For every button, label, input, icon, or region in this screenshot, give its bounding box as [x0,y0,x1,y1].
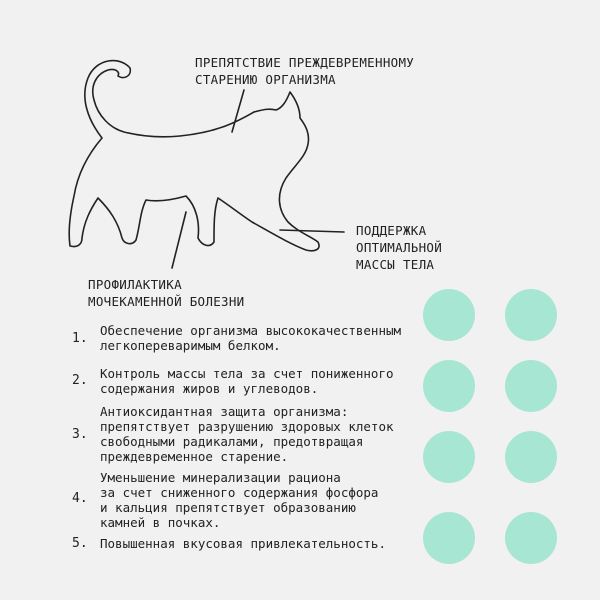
aging-leader-line [232,90,244,132]
benefit-number: 4. [72,491,88,506]
weight-callout: ПОДДЕРЖКА ОПТИМАЛЬНОЙ МАССЫ ТЕЛА [356,223,443,272]
urolith-callout: ПРОФИЛАКТИКА МОЧЕКАМЕННОЙ БОЛЕЗНИ [88,277,245,309]
benefit-text: Контроль массы тела за счет пониженного содержания жиров и углеводов. [100,366,394,396]
weight-leader-line [280,230,344,232]
urolith-leader-line [172,212,186,268]
benefit-number: 1. [72,331,88,346]
aging-callout: ПРЕПЯТСТВИЕ ПРЕЖДЕВРЕМЕННОМУ СТАРЕНИЮ ОРГАНИЗМА [195,55,415,87]
benefit-text: Обеспечение организма высококачественным легкопереваримым белком. [100,323,402,353]
benefit-number: 2. [72,373,88,388]
walking-cat-outline-icon [69,61,319,251]
benefit-number: 3. [72,427,88,442]
benefit-text: Уменьшение минерализации рациона за счет сниженного содержания фосфора и кальция препятствует образованию камней в почках. [100,470,379,530]
benefit-text: Повышенная вкусовая привлекательность. [100,536,386,551]
benefit-text: Антиоксидантная защита организма: препятствует разрушению здоровых клеток свободными радикалами, предотвращая преждевременное старение. [100,404,394,464]
benefit-number: 5. [72,536,88,551]
